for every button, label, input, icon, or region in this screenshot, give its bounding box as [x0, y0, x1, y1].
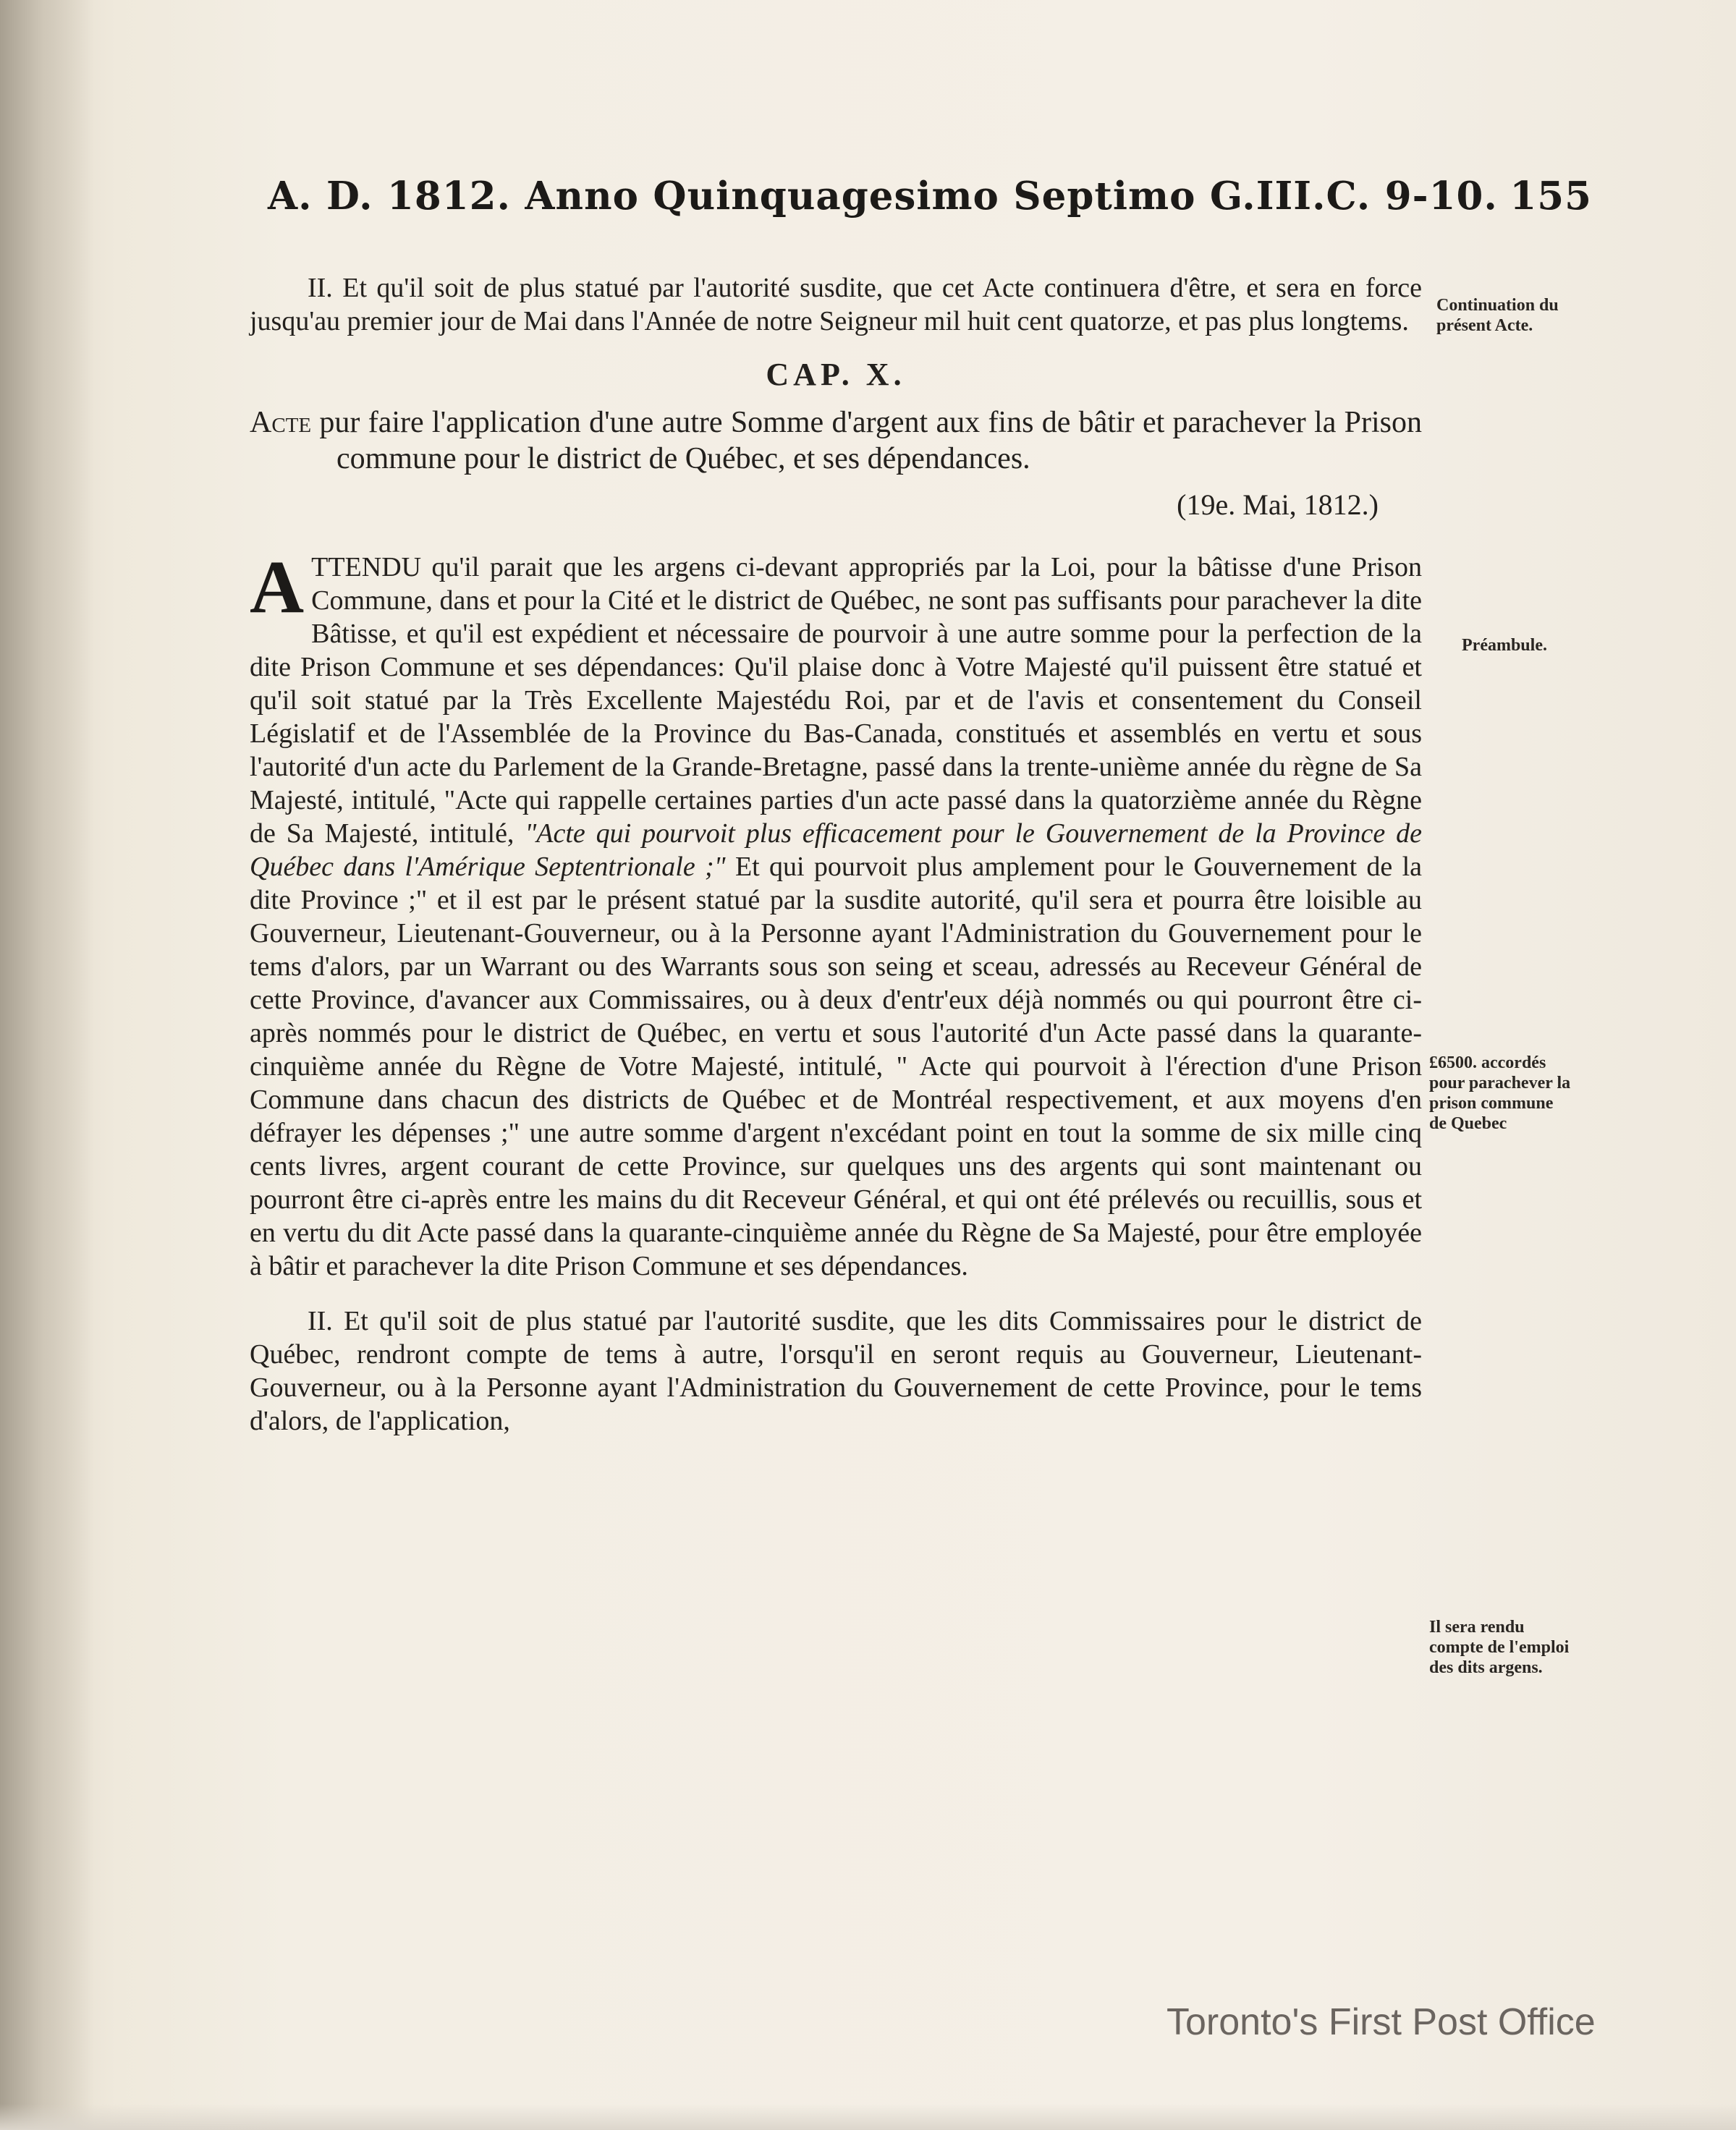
watermark-text: Toronto's First Post Office [1166, 2001, 1596, 2043]
chapter-heading: CAP. X. [766, 357, 906, 392]
margin-note-account: Il sera rendu compte de l'emploi des dits argens. [1429, 1618, 1570, 1677]
section-ii-account-paragraph: II. Et qu'il soit de plus statué par l'autorité susdite, que les dits Commissaires pour le district de Québec, rendront compte de tems à autre, l'orsqu'il en seront requis au Gouverneur, Lieutenant-Gouverneur, ou à la Personne ayant l'Administration du Gouvernement de cette Province, pour le tems d'alors, de l'application, [250, 1306, 1422, 1436]
book-gutter [0, 0, 94, 2130]
act-title-lead: Acte [250, 406, 312, 439]
section-ii-continuation-paragraph: II. Et qu'il soit de plus statué par l'autorité susdite, que cet Acte continuera d'être, et sera en force jusqu'au premier jour de Mai dans l'Année de notre Seigneur mil huit cent quatorze, et pas plus longtems. [250, 273, 1422, 336]
preamble-text-part2: Et qui pourvoit plus amplement pour le Gouvernement de la dite Province ;" et il est par le présent statué par la susdite autorité, qu'il sera et pourra être loisible au Gouverneur, Lieutenant-Gouverneur, ou à la Personne ayant l'Administration du Gouvernement pour le tems d'alors, par un Warrant ou des Warrants sous son seing et sceau, adressés au Receveur Général de cette Province, d'avancer aux Commissaires, ou à deux d'entr'eux déjà nommés ou qui pourront être ci-après nommés pour le district de Québec, en vertu et sous l'autorité d'un Acte passé dans la quarante-cinquième année du Règne de Votre Majesté, intitulé, " Acte qui pourvoit à l'érection d'une Prison Commune dans chacun des districts de Québec et de Montréal respectivement, et aux moyens d'en défrayer les dépenses ;" une autre somme d'argent n'excédant point en tout la somme de six mille cinq cents livres, argent courant de cette Province, sur quelques uns des argents qui sont maintenant ou pourront être ci-après entre les mains du dit Receveur Général, et qui ont été prélevés ou recuillis, sous et en vertu du dit Acte passé dans la quarante-cinquième année du Règne de Sa Majesté, pour être employée à bâtir et parachever la dite Prison Commune et ses dépendances. [250, 852, 1422, 1281]
margin-note-preambule: Préambule. [1462, 636, 1547, 655]
margin-note-amount: £6500. accordés pour parachever la prison commune de Quebec [1429, 1053, 1571, 1133]
main-text-column [250, 271, 1422, 1438]
act-date: (19e. Mai, 1812.) [1177, 488, 1379, 521]
preamble-italic-title: "Acte qui pourvoit plus efficacement pour le Gouvernement de la Province de Québec dans l'Amérique Septentrionale ;" [250, 818, 1422, 882]
preamble-paragraph [250, 546, 1422, 1283]
preamble-text-part1: TTENDU qu'il parait que les argens ci-devant appropriés par la Loi, pour la bâtisse d'une Prison Commune, dans et pour la Cité et le district de Québec, ne sont pas suffisants pour parachever la dite Bâtisse, et qu'il est expédient et nécessaire de pourvoir à une autre somme pour la perfection de la dite Prison Commune et ses dépendances: Qu'il plaise donc à Votre Majesté qu'il puissent être statué et qu'il soit statué par la Très Excellente Majestédu Roi, par et de l'avis et consentement du Conseil Législatif et de l'Assemblée de la Province du Bas-Canada, constitués et assemblés en vertu et sous l'autorité d'un acte du Parlement de la Grande-Bretagne, passé dans la trente-unième année du règne de Sa Majesté, intitulé, "Acte qui rappelle certaines parties d'un acte passé dans la quatorzième année du Règne de Sa Majesté, intitulé, [250, 552, 1422, 849]
margin-note-continuation: Continuation du présent Acte. [1436, 296, 1559, 335]
running-title: A. D. 1812. Anno Quinquagesimo Septimo G.III.C. 9-10. [268, 174, 1498, 218]
page-header [268, 174, 1592, 232]
drop-cap: A [250, 546, 305, 629]
preamble-body [250, 546, 1422, 1283]
page-bottom-edge [0, 2104, 1736, 2130]
act-title [250, 404, 1422, 477]
page-number: 155 [1510, 174, 1592, 218]
act-title-text: pur faire l'application d'une autre Somme d'argent aux fins de bâtir et parachever la Prison commune pour le district de Québec, et ses dépendances. [319, 406, 1423, 475]
